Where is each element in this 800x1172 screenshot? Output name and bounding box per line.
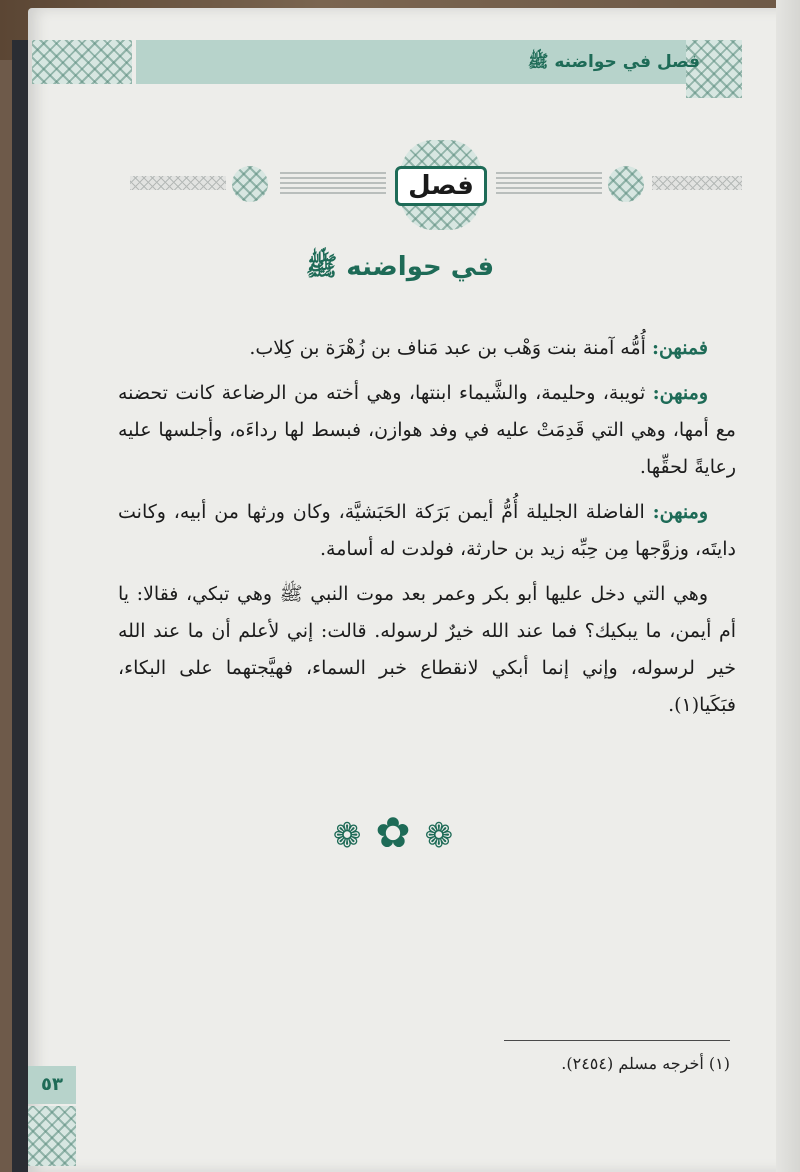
ornament-bar-right [496,172,602,194]
ornament-rosette-left [232,166,268,202]
flower-icon: ❁ [424,816,468,856]
paragraph-2 [118,375,736,486]
next-page-edge [776,0,800,1172]
footnote-separator [504,1040,730,1041]
chapter-badge-label: فصل [395,166,487,206]
footer-corner-ornament [28,1106,76,1166]
section-end-ornament [0,808,800,857]
header-left-ornament [32,40,132,84]
page-number: ٥٣ [28,1066,76,1104]
paragraph-1 [118,330,736,367]
running-title: فصل في حواضنه ﷺ [527,52,700,72]
chapter-badge [392,148,490,224]
paragraph-text: ثويبة، وحليمة، والشَّيماء ابنتها، وهي أخته من الرضاعة كانت تحضنه مع أمها، وهي التي قَدِمَتْ عليه في وفد هوازن، فبسط لها رداءَه، وأجلسها عليه رعايةً لحقِّها. [118,382,736,478]
ornament-bar-left [280,172,386,194]
footnote: (١) أخرجه مسلم (٢٤٥٤). [561,1054,730,1073]
ornament-bar-right-outer [652,176,742,190]
paragraph-text: وهي التي دخل عليها أبو بكر وعمر بعد موت النبي ﷺ وهي تبكي، فقالا: يا أم أيمن، ما يبكيك؟ فما عند الله خيرٌ لرسوله. قالت: إني لأعلم أن ما عند الله خير لرسوله، وإني إنما أبكي لانقطاع خبر السماء، فهيَّجتهما على البكاء، فبَكَيا(١). [118,583,736,716]
flower-icon: ❁ [332,816,376,856]
paragraph-lead: ومنهن: [652,382,708,404]
flower-icon: ✿ [375,808,425,857]
paragraph-text: أُمُّه آمنة بنت وَهْب بن عبد مَناف بن زُهْرَة بن كِلاب. [249,337,652,359]
body-text [118,330,736,724]
ornament-rosette-right [608,166,644,202]
chapter-ornament [130,140,742,230]
section-title: في حواضنه ﷺ [305,252,495,282]
ornament-bar-left-outer [130,176,226,190]
paragraph-4 [118,576,736,724]
paragraph-lead: فمنهن: [651,337,708,359]
paragraph-lead: ومنهن: [652,501,708,523]
paragraph-text: الفاضلة الجليلة أُمُّ أيمن بَرَكة الحَبَشيَّة، وكان ورثها من أبيه، وكانت دايتَه، وزوَّجها مِن حِبِّه زيد بن حارثة، فولدت له أسامة. [118,501,736,560]
paragraph-3 [118,494,736,568]
